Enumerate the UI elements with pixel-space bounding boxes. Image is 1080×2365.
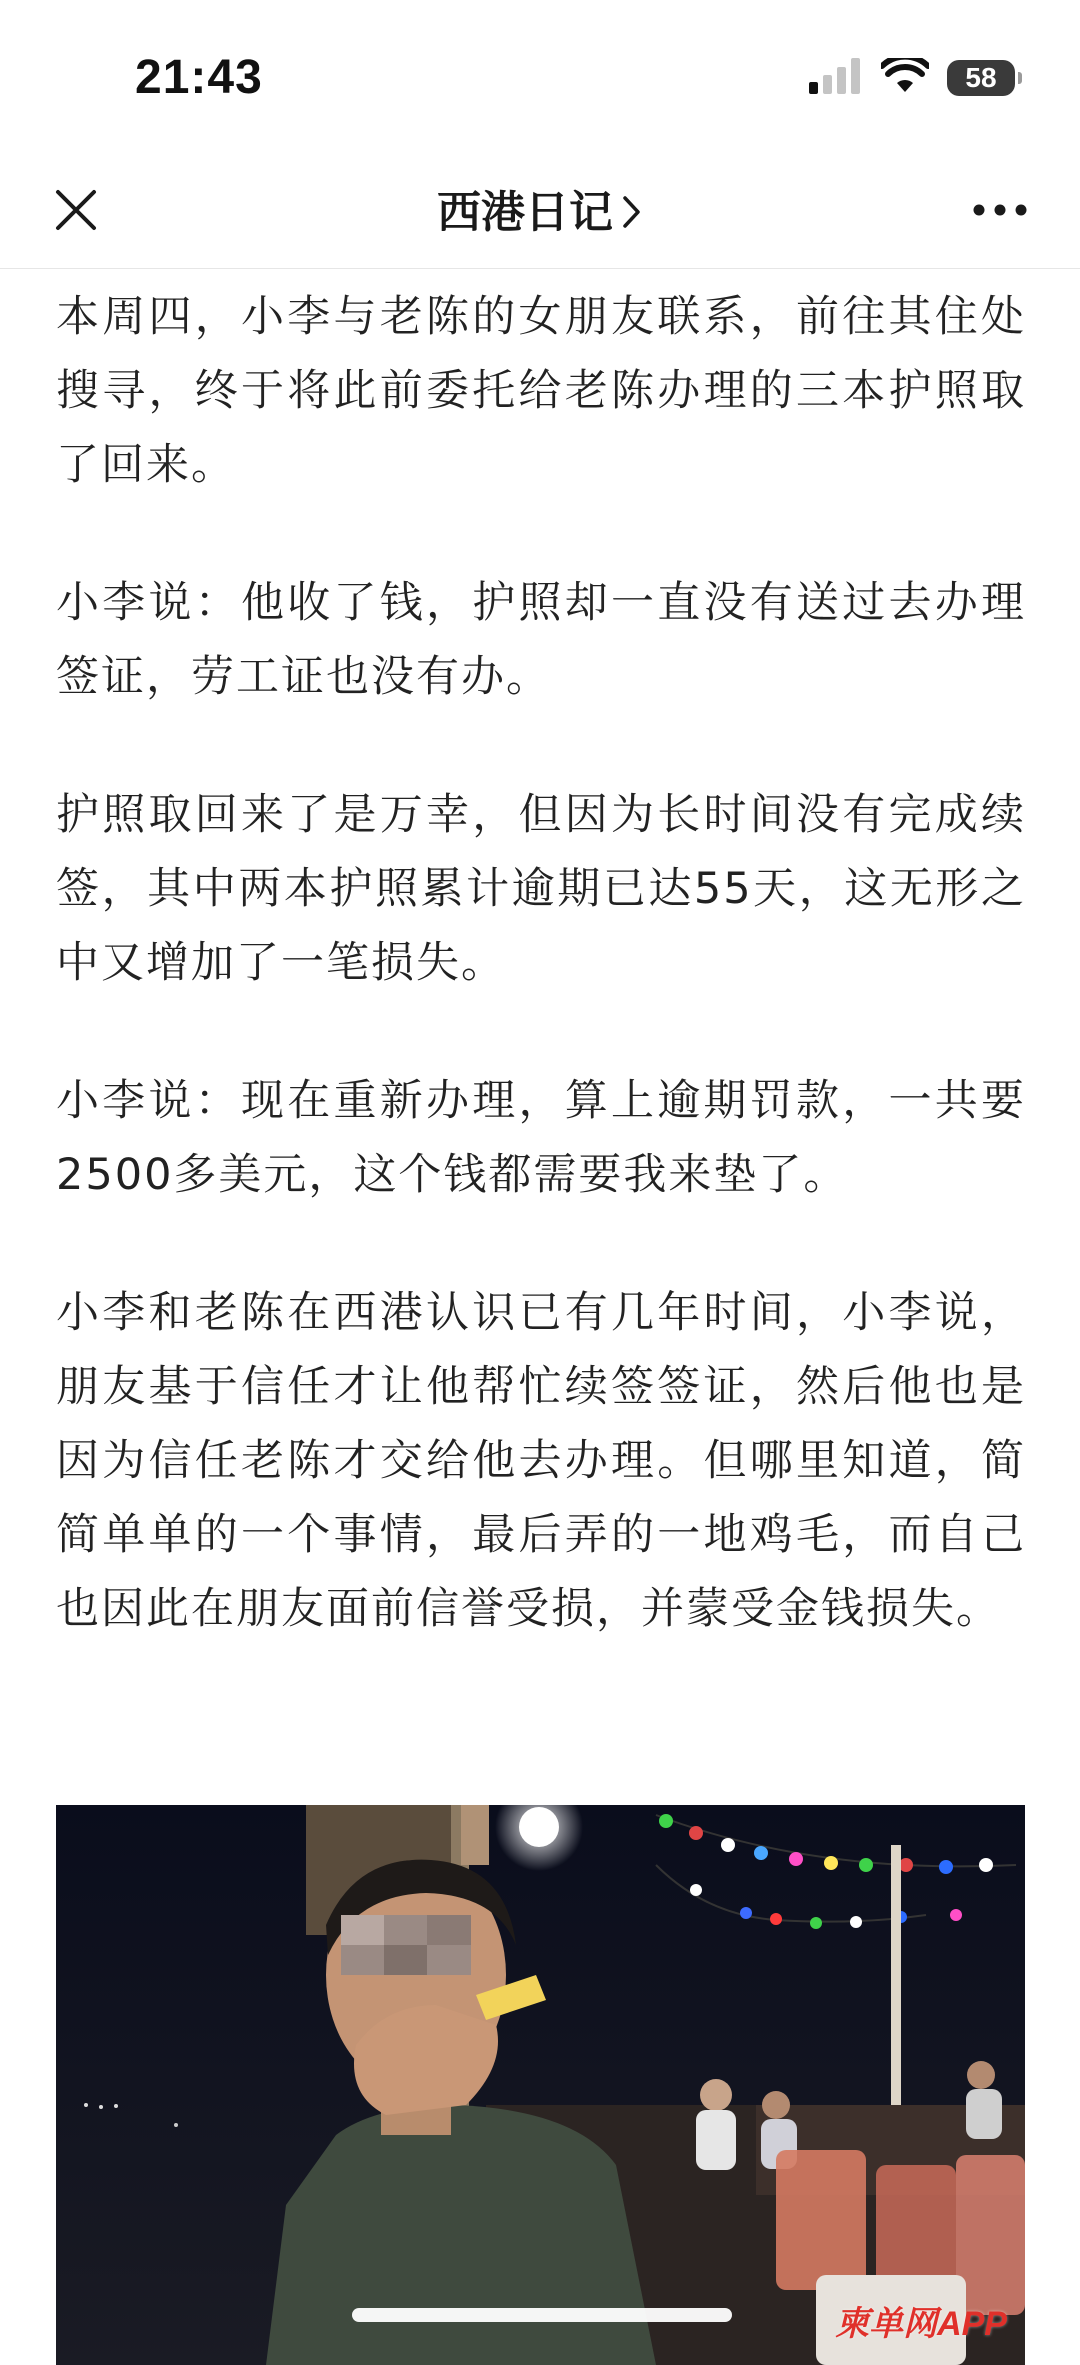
status-bar xyxy=(0,0,1080,150)
signal-icon xyxy=(809,58,863,98)
more-button[interactable] xyxy=(968,186,1032,234)
chevron-right-icon xyxy=(621,190,643,241)
article-paragraph: 本周四，小李与老陈的女朋友联系，前往其住处搜寻，终于将此前委托给老陈办理的三本护照取了回来。 xyxy=(56,292,1026,490)
night-restaurant-photo xyxy=(56,1805,1025,2365)
wifi-icon xyxy=(881,58,929,98)
article-paragraph: 小李说：他收了钱，护照却一直没有送过去办理签证，劳工证也没有办。 xyxy=(56,578,1026,702)
battery-level: 58 xyxy=(965,62,997,93)
status-icons xyxy=(809,58,1015,98)
article-photo[interactable] xyxy=(56,1805,1025,2365)
watermark: 柬单网APP xyxy=(835,2305,1007,2343)
article-paragraph: 护照取回来了是万幸，但因为长时间没有完成续签，其中两本护照累计逾期已达55天，这无形之中又增加了一笔损失。 xyxy=(56,790,1026,988)
status-time: 21:43 xyxy=(135,51,263,104)
account-title-link[interactable] xyxy=(0,176,1080,241)
battery-icon xyxy=(947,60,1015,96)
nav-header xyxy=(0,150,1080,269)
article-paragraph: 小李和老陈在西港认识已有几年时间，小李说，朋友基于信任才让他帮忙续签签证，然后他也是因为信任老陈才交给他去办理。但哪里知道，简简单单的一个事情，最后弄的一地鸡毛，而自己也因此在朋友面前信誉受损，并蒙受金钱损失。 xyxy=(56,1288,1026,1634)
article-body xyxy=(56,280,1026,1710)
page-title: 西港日记 xyxy=(437,187,613,238)
home-indicator[interactable] xyxy=(352,2308,732,2322)
article-paragraph: 小李说：现在重新办理，算上逾期罚款，一共要2500多美元，这个钱都需要我来垫了。 xyxy=(56,1076,1026,1200)
more-icon xyxy=(972,203,1028,217)
